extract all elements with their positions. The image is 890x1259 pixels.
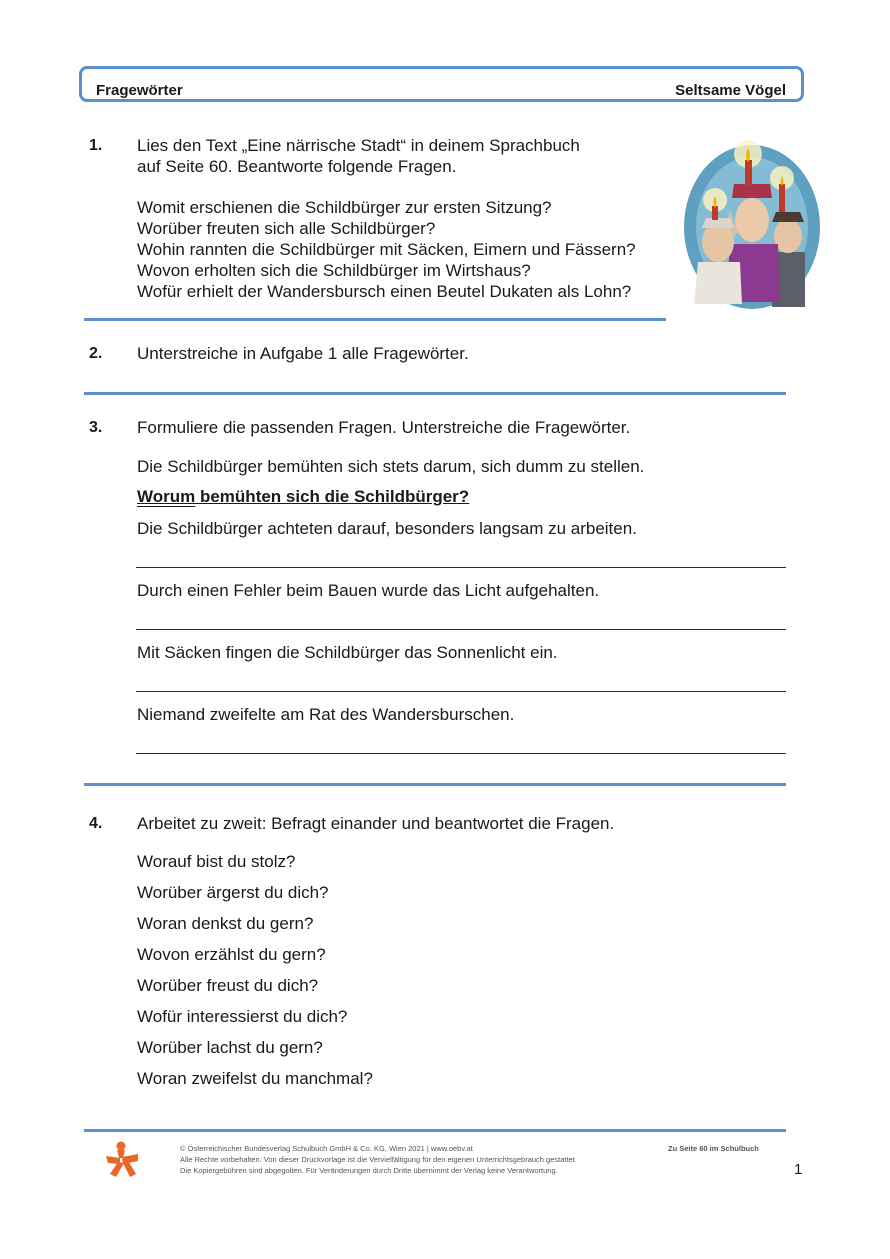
section-divider xyxy=(84,318,666,321)
task-4-instruction: Arbeitet zu zweit: Befragt einander und beantwortet die Fragen. xyxy=(137,814,615,833)
task-1-question: Worüber freuten sich alle Schildbürger? xyxy=(137,219,436,238)
task-4-question: Worüber lachst du gern? xyxy=(137,1038,323,1057)
task-4-question: Wovon erzählst du gern? xyxy=(137,945,326,964)
task-3-example-answer xyxy=(137,487,469,507)
task-2-number: 2. xyxy=(89,345,103,362)
task-3-sentence: Niemand zweifelte am Rat des Wandersburschen. xyxy=(137,705,515,724)
footer-book-reference: Zu Seite 60 im Schulbuch xyxy=(668,1144,759,1153)
answer-line[interactable] xyxy=(136,629,786,630)
task-3-sentence: Mit Säcken fingen die Schildbürger das Sonnenlicht ein. xyxy=(137,643,558,662)
task-2-text: Unterstreiche in Aufgabe 1 alle Fragewörter. xyxy=(137,344,469,363)
example-question-rest: bemühten sich die Schildbürger? xyxy=(195,487,470,506)
task-1-intro-line-2: auf Seite 60. Beantworte folgende Fragen. xyxy=(137,157,457,176)
task-3-number: 3. xyxy=(89,419,103,436)
task-1-question: Wohin rannten die Schildbürger mit Säcken, Eimern und Fässern? xyxy=(137,240,636,259)
section-divider xyxy=(84,392,786,395)
footer-fees: Die Kopiergebühren sind abgegolten. Für Veränderungen durch Dritte übernimmt der Verlag keine Verantwortung. xyxy=(180,1166,558,1175)
candle-icon xyxy=(712,206,718,220)
section-divider xyxy=(84,783,786,786)
worksheet-topic: Fragewörter xyxy=(96,82,183,99)
task-3-instruction: Formuliere die passenden Fragen. Unterstreiche die Fragewörter. xyxy=(137,418,631,437)
footer-rights: Alle Rechte vorbehalten. Von dieser Druckvorlage ist die Vervielfältigung für den eigenen Unterrichtsgebrauch gestattet. xyxy=(180,1155,577,1164)
answer-line[interactable] xyxy=(136,567,786,568)
task-3-sentence: Durch einen Fehler beim Bauen wurde das Licht aufgehalten. xyxy=(137,581,600,600)
page-number: 1 xyxy=(794,1161,803,1178)
task-1-number: 1. xyxy=(89,137,103,154)
answer-line[interactable] xyxy=(136,691,786,692)
worksheet-title: Seltsame Vögel xyxy=(675,82,786,99)
task-4-question: Worauf bist du stolz? xyxy=(137,852,296,871)
task-4-question: Worüber freust du dich? xyxy=(137,976,319,995)
task-1-question: Wofür erhielt der Wandersbursch einen Beutel Dukaten als Lohn? xyxy=(137,282,632,301)
task-1-question: Wovon erholten sich die Schildbürger im Wirtshaus? xyxy=(137,261,531,280)
task-3-sentence: Die Schildbürger bemühten sich stets darum, sich dumm zu stellen. xyxy=(137,457,645,476)
task-1-question: Womit erschienen die Schildbürger zur ersten Sitzung? xyxy=(137,198,552,217)
footer-divider xyxy=(84,1129,786,1132)
footer-copyright: © Österreichischer Bundesverlag Schulbuch GmbH & Co. KG, Wien 2021 | www.oebv.at xyxy=(180,1144,473,1153)
candle-icon xyxy=(745,160,752,186)
example-question-word: Worum xyxy=(137,487,196,506)
answer-line[interactable] xyxy=(136,753,786,754)
task-3-sentence: Die Schildbürger achteten darauf, besonders langsam zu arbeiten. xyxy=(137,519,637,538)
schildbuerger-illustration xyxy=(680,132,825,312)
publisher-logo-icon xyxy=(104,1141,140,1179)
task-4-question: Worüber ärgerst du dich? xyxy=(137,883,329,902)
task-4-question: Wofür interessierst du dich? xyxy=(137,1007,348,1026)
task-4-question: Woran zweifelst du manchmal? xyxy=(137,1069,373,1088)
candle-icon xyxy=(779,184,785,212)
task-4-question: Woran denkst du gern? xyxy=(137,914,314,933)
task-1-intro-line-1: Lies den Text „Eine närrische Stadt“ in deinem Sprachbuch xyxy=(137,136,580,155)
task-4-number: 4. xyxy=(89,815,103,832)
